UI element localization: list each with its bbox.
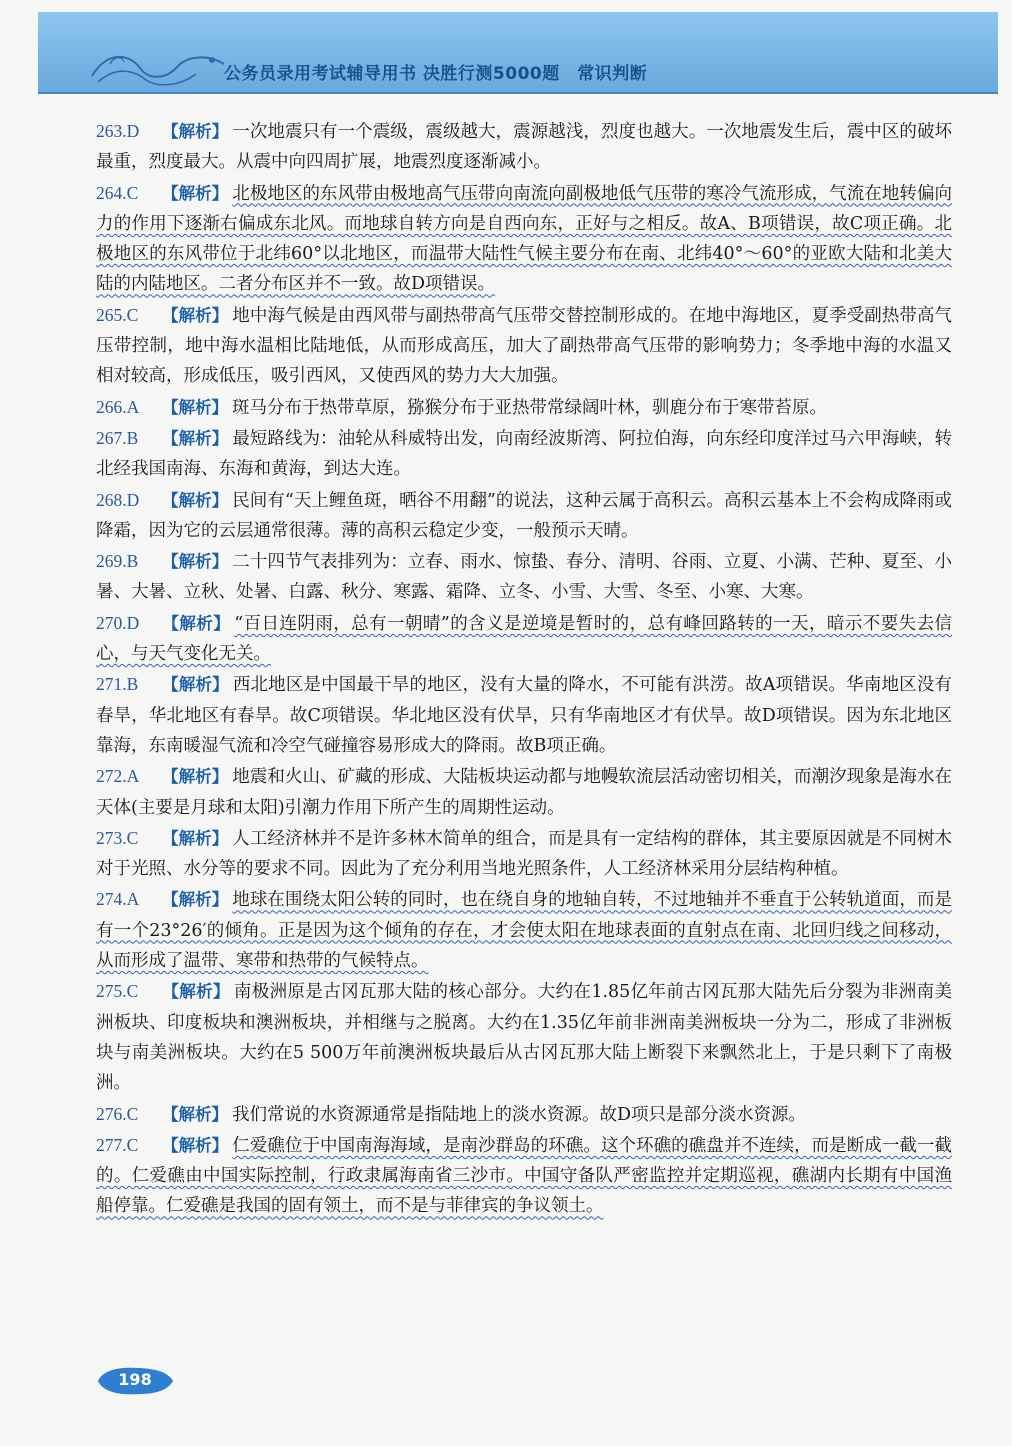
question-number: 276.C [96,1103,139,1124]
explanation-text: 最短路线为：油轮从科威特出发，向南经波斯湾、阿拉伯海，向东经印度洋过马六甲海峡，转北经我国南海、东海和黄海，到达大连。 [96,428,953,480]
answer-entry [96,423,952,485]
question-number: 270.D [96,612,140,633]
page-number: 198 [118,1370,152,1389]
ribbon-ornament-icon [88,46,228,92]
analysis-label: 【解析】 [162,183,229,203]
analysis-label: 【解析】 [162,613,231,633]
question-number: 269.B [96,551,139,572]
question-number: 267.B [96,427,139,448]
analysis-label: 【解析】 [162,305,229,325]
explanation-text: 人工经济林并不是许多林木简单的组合，而是具有一定结构的群体，其主要原因就是不同树木对于光照、水分等的要求不同。因此为了充分利用当地光照条件，人工经济林采用分层结构种植。 [96,828,953,880]
explanation-text: “百日连阴雨，总有一朝晴”的含义是逆境是暂时的，总有峰回路转的一天，暗示不要失去信心，与天气变化无关。 [96,613,953,665]
analysis-label: 【解析】 [162,428,229,448]
explanation-text: 西北地区是中国最干旱的地区，没有大量的降水，不可能有洪涝。故A项错误。华南地区没有春旱，华北地区有春旱。故C项错误。华北地区没有伏旱，只有华南地区才有伏旱。故D项错误。因为东北地区靠海，东南暖湿气流和冷空气碰撞容易形成大的降雨。故B项正确。 [96,675,953,756]
explanation-text: 一次地震只有一个震级，震级越大，震源越浅，烈度也越大。一次地震发生后，震中区的破坏最重，烈度最大。从震中向四周扩展，地震烈度逐渐减小。 [96,122,953,173]
explanation-text: 斑马分布于热带草原，猕猴分布于亚热带常绿阔叶林，驯鹿分布于寒带苔原。 [232,397,827,418]
answer-entry [96,485,952,547]
question-number: 268.D [96,489,140,510]
answer-entry [96,116,952,178]
analysis-label: 【解析】 [162,1104,228,1124]
question-number: 277.C [96,1134,139,1155]
answer-entry [96,300,952,392]
answer-entry [96,608,952,670]
page-header [38,12,998,94]
answer-entry [96,976,952,1098]
analysis-label: 【解析】 [162,122,229,141]
question-number: 265.C [96,304,139,325]
answer-entry [96,178,952,300]
answer-list [96,116,952,1222]
answer-entry [96,884,952,976]
analysis-label: 【解析】 [162,397,228,417]
analysis-label: 【解析】 [162,552,229,572]
answer-entry [96,669,952,761]
analysis-label: 【解析】 [162,1135,229,1155]
analysis-label: 【解析】 [162,982,230,1002]
explanation-text: 地中海气候是由西风带与副热带高气压带交替控制形成的。在地中海地区，夏季受副热带高气压带控制，地中海水温相比陆地低，从而形成高压，加大了副热带高气压带的影响势力；冬季地中海的水温又相对较高，形成低压，吸引西风，又使西风的势力大大加强。 [96,305,953,387]
explanation-text: 地球在围绕太阳公转的同时，也在绕自身的地轴自转，不过地轴并不垂直于公转轨道面，而是有一个23°26′的倾角。正是因为这个倾角的存在，才会使太阳在地球表面的直射点在南、北回归线之间移动，从而形成了温带、寒带和热带的气候特点。 [96,890,953,972]
analysis-label: 【解析】 [162,767,229,787]
explanation-text: 南极洲原是古冈瓦那大陆的核心部分。大约在1.85亿年前古冈瓦那大陆先后分裂为非洲南美洲板块、印度板块和澳洲板块，并相继与之脱离。大约在1.35亿年前非洲南美洲板块一分为二，形成了非洲板块与南美洲板块。大约在5 500万年前澳洲板块最后从古冈瓦那大陆上断裂下来飘然北上，于是只剩下了南极洲。 [96,982,953,1094]
explanation-text: 北极地区的东风带由极地高气压带向南流向副极地低气压带的寒冷气流形成，气流在地转偏向力的作用下逐渐右偏成东北风。而地球自转方向是自西向东，正好与之相反。故A、B项错误，故C项正确。北极地区的东风带位于北纬60°以北地区，而温带大陆性气候主要分布在南、北纬40°～60°的亚欧大陆和北美大陆的内陆地区。二者分布区并不一致。故D项错误。 [96,183,953,295]
analysis-label: 【解析】 [162,490,229,510]
explanation-text: 二十四节气表排列为：立春、雨水、惊蛰、春分、清明、谷雨、立夏、小满、芒种、夏至、小暑、大暑、立秋、处暑、白露、秋分、寒露、霜降、立冬、小雪、大雪、冬至、小寒、大寒。 [96,552,953,603]
answer-entry [96,1130,952,1222]
question-number: 272.A [96,766,140,787]
answer-entry [96,392,952,423]
explanation-text: 民间有“天上鲤鱼斑，晒谷不用翻”的说法，这种云属于高积云。高积云基本上不会构成降雨或降霜，因为它的云层通常很薄。薄的高积云稳定少变，一般预示天晴。 [96,490,953,541]
analysis-label: 【解析】 [162,828,229,848]
answer-entry [96,823,952,885]
analysis-label: 【解析】 [162,675,229,695]
question-number: 264.C [96,182,139,203]
page-number-badge [96,1366,174,1396]
analysis-label: 【解析】 [162,890,229,910]
book-title: 公务员录用考试辅导用书 决胜行测5000题 常识判断 [224,64,648,84]
explanation-text: 地震和火山、矿藏的形成、大陆板块运动都与地幔软流层活动密切相关，而潮汐现象是海水在天体(主要是月球和太阳)引潮力作用下所产生的周期性运动。 [96,767,953,818]
question-number: 263.D [96,121,140,141]
answer-entry [96,546,952,608]
answer-entry [96,761,952,823]
question-number: 266.A [96,396,140,417]
explanation-text: 我们常说的水资源通常是指陆地上的淡水资源。故D项只是部分淡水资源。 [232,1104,807,1125]
question-number: 274.A [96,889,140,910]
explanation-text: 仁爱礁位于中国南海海域，是南沙群岛的环礁。这个环礁的礁盘并不连续，而是断成一截一截的。仁爱礁由中国实际控制，行政隶属海南省三沙市。中国守备队严密监控并定期巡视，礁湖内长期有中国渔船停靠。仁爱礁是我国的固有领土，而不是与菲律宾的争议领土。 [96,1135,953,1217]
question-number: 271.B [96,674,139,695]
question-number: 273.C [96,827,139,848]
answer-entry [96,1099,952,1130]
question-number: 275.C [96,981,139,1002]
